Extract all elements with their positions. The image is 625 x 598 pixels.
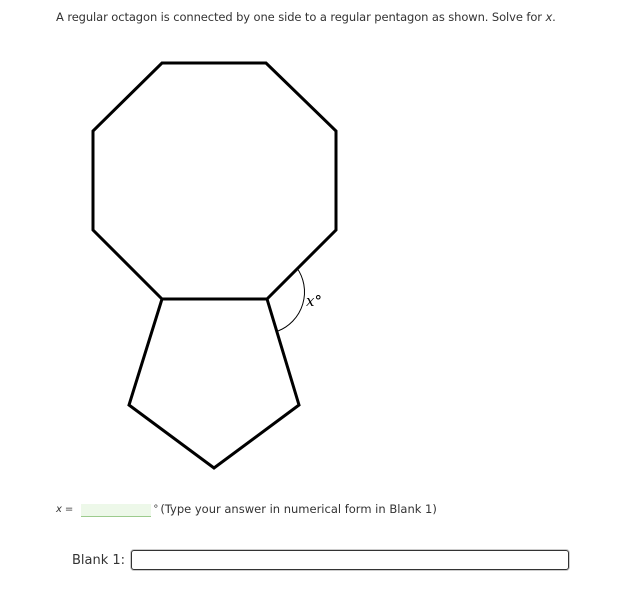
octagon	[93, 63, 336, 299]
angle-arc	[278, 268, 305, 331]
blank-1-slot[interactable]	[81, 504, 151, 517]
blank-1-label: Blank 1:	[72, 552, 126, 568]
degree-symbol: °	[153, 503, 159, 515]
blank-1-input[interactable]	[131, 550, 569, 570]
angle-label: x°	[306, 292, 322, 310]
question-period: .	[552, 10, 556, 24]
question-variable: x	[545, 10, 553, 24]
answer-equals: =	[64, 503, 74, 515]
blank-1-row	[72, 550, 569, 570]
answer-line	[56, 502, 437, 516]
answer-variable: x	[56, 503, 62, 515]
pentagon	[129, 299, 299, 468]
question-text	[56, 10, 556, 24]
answer-hint: (Type your answer in numerical form in Blank 1)	[160, 502, 437, 516]
question-body: A regular octagon is connected by one side to a regular pentagon as shown. Solve for	[56, 10, 546, 24]
